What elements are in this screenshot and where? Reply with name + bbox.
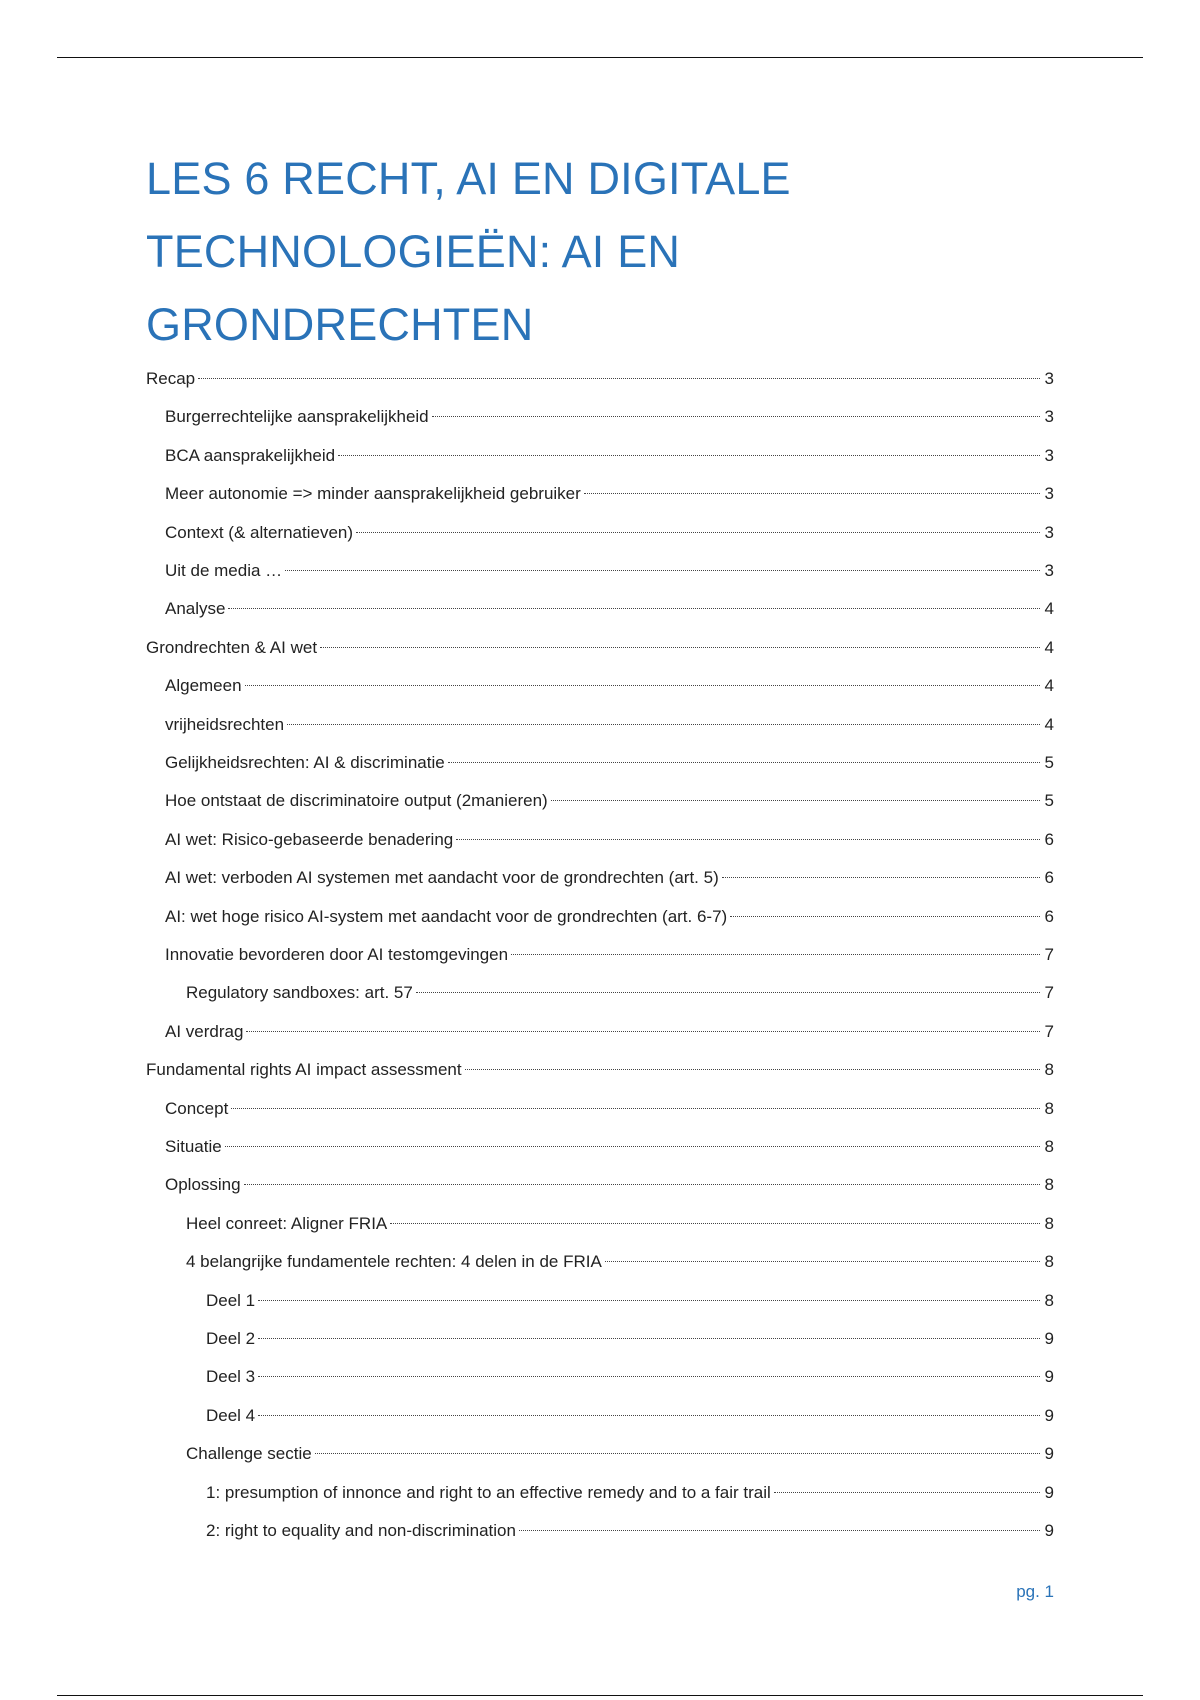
toc-entry-page: 7 (1044, 983, 1054, 1003)
toc-dot-leader (287, 724, 1040, 725)
toc-entry-page: 6 (1044, 868, 1054, 888)
toc-entry-page: 8 (1044, 1137, 1054, 1156)
toc-entry-page: 6 (1044, 906, 1054, 926)
toc-entry[interactable] (165, 482, 1054, 506)
toc-entry-label: Concept (165, 1098, 229, 1118)
toc-dot-leader (258, 1338, 1040, 1339)
toc-entry-label: Regulatory sandboxes: art. 57 (186, 983, 413, 1003)
toc-entry-page: 9 (1044, 1444, 1054, 1464)
toc-entry-label: Situatie (165, 1137, 222, 1156)
toc-entry-label: Fundamental rights AI impact assessment (146, 1060, 462, 1080)
toc-dot-leader (258, 1376, 1040, 1377)
toc-entry[interactable] (206, 1404, 1054, 1428)
toc-entry[interactable] (165, 1173, 1054, 1197)
toc-entry-page: 7 (1044, 1021, 1054, 1041)
toc-entry-page: 9 (1044, 1367, 1054, 1387)
toc-entry-page: 6 (1044, 829, 1054, 849)
toc-entry[interactable] (186, 1212, 1054, 1236)
toc-entry-label: AI wet: verboden AI systemen met aandacht voor de grondrechten (art. 5) (165, 868, 719, 888)
toc-entry[interactable] (186, 981, 1054, 1005)
toc-entry-label: Algemeen (165, 676, 242, 696)
toc-entry-page: 5 (1044, 791, 1054, 811)
page-number: pg. 1 (1016, 1582, 1054, 1601)
toc-entry[interactable] (206, 1327, 1054, 1351)
toc-entry-label: AI verdrag (165, 1021, 244, 1041)
toc-entry-page: 9 (1044, 1405, 1054, 1425)
toc-dot-leader (432, 416, 1040, 417)
toc-entry-label: Oplossing (165, 1175, 241, 1195)
toc-entry-page: 4 (1044, 599, 1054, 619)
toc-entry[interactable] (165, 405, 1054, 429)
toc-entry[interactable] (206, 1481, 1054, 1505)
toc-entry[interactable] (165, 828, 1054, 852)
toc-entry[interactable] (165, 1097, 1054, 1121)
toc-entry-label: Deel 3 (206, 1367, 256, 1387)
toc-entry-label: Innovatie bevorderen door AI testomgevingen (165, 945, 509, 964)
toc-entry-page: 8 (1044, 1098, 1054, 1118)
toc-dot-leader (416, 992, 1040, 993)
toc-dot-leader (356, 532, 1040, 533)
title-line-3: GRONDRECHTEN (146, 299, 534, 350)
toc-dot-leader (465, 1069, 1040, 1070)
toc-entry-label: vrijheidsrechten (165, 714, 285, 734)
toc-entry-label: 2: right to equality and non-discrimination (206, 1521, 516, 1540)
toc-entry[interactable] (165, 751, 1054, 775)
toc-dot-leader (231, 1108, 1040, 1109)
toc-entry-label: Uit de media … (165, 561, 283, 580)
toc-dot-leader (584, 493, 1040, 494)
toc-entry-label: Burgerrechtelijke aansprakelijkheid (165, 407, 429, 427)
toc-entry-page: 8 (1044, 1252, 1054, 1272)
toc-entry-label: Hoe ontstaat de discriminatoire output (2manieren) (165, 791, 548, 811)
toc-dot-leader (228, 608, 1040, 609)
toc-entry-page: 3 (1044, 484, 1054, 504)
toc-dot-leader (225, 1146, 1040, 1147)
toc-entry[interactable] (165, 559, 1054, 583)
toc-entry-page: 8 (1044, 1175, 1054, 1195)
toc-entry-page: 4 (1044, 676, 1054, 696)
toc-entry[interactable] (186, 1442, 1054, 1466)
toc-entry[interactable] (165, 866, 1054, 890)
toc-entry-page: 9 (1044, 1482, 1054, 1502)
toc-dot-leader (774, 1492, 1040, 1493)
toc-entry-page: 7 (1044, 945, 1054, 964)
toc-entry[interactable] (165, 1020, 1054, 1044)
title-line-2: TECHNOLOGIEËN: AI EN (146, 226, 681, 277)
header-rule (57, 57, 1143, 58)
toc-entry[interactable] (206, 1365, 1054, 1389)
toc-dot-leader (730, 916, 1040, 917)
toc-entry[interactable] (165, 1135, 1054, 1159)
toc-dot-leader (258, 1300, 1040, 1301)
toc-entry-page: 8 (1044, 1060, 1054, 1080)
toc-entry-page: 3 (1044, 407, 1054, 427)
toc-dot-leader (246, 1031, 1040, 1032)
footer-rule (57, 1695, 1143, 1696)
toc-entry-label: Deel 4 (206, 1405, 256, 1425)
toc-dot-leader (519, 1530, 1040, 1531)
toc-dot-leader (198, 378, 1040, 379)
toc-entry[interactable] (165, 713, 1054, 737)
toc-dot-leader (315, 1453, 1040, 1454)
toc-dot-leader (456, 839, 1040, 840)
toc-dot-leader (338, 455, 1040, 456)
toc-entry[interactable] (165, 444, 1054, 468)
toc-entry-page: 3 (1044, 445, 1054, 465)
toc-entry-page: 8 (1044, 1213, 1054, 1233)
toc-entry[interactable] (146, 367, 1054, 391)
toc-dot-leader (244, 1184, 1040, 1185)
toc-dot-leader (722, 877, 1040, 878)
toc-dot-leader (551, 800, 1040, 801)
toc-entry[interactable] (146, 636, 1054, 660)
toc-dot-leader (258, 1415, 1040, 1416)
toc-entry-label: Deel 2 (206, 1329, 256, 1348)
toc-entry[interactable] (165, 789, 1054, 813)
toc-entry-label: Analyse (165, 599, 226, 619)
toc-entry[interactable] (186, 1250, 1054, 1274)
toc-entry[interactable] (146, 1058, 1054, 1082)
toc-entry[interactable] (165, 521, 1054, 545)
toc-entry-label: BCA aansprakelijkheid (165, 445, 336, 465)
toc-entry-label: AI wet: Risico-gebaseerde benadering (165, 829, 454, 849)
toc-entry-label: Deel 1 (206, 1290, 256, 1310)
toc-entry-page: 5 (1044, 753, 1054, 772)
document-title (146, 142, 1046, 361)
toc-entry-label: Context (& alternatieven) (165, 522, 354, 542)
toc-entry-label: 4 belangrijke fundamentele rechten: 4 delen in de FRIA (186, 1252, 602, 1272)
toc-entry[interactable] (165, 943, 1054, 967)
toc-entry-page: 9 (1044, 1329, 1054, 1348)
toc-dot-leader (605, 1261, 1040, 1262)
toc-dot-leader (448, 762, 1040, 763)
toc-entry-page: 4 (1044, 637, 1054, 657)
toc-entry-label: AI: wet hoge risico AI-system met aandacht voor de grondrechten (art. 6-7) (165, 906, 728, 926)
toc-entry[interactable] (165, 597, 1054, 621)
toc-entry[interactable] (165, 905, 1054, 929)
toc-dot-leader (320, 647, 1040, 648)
toc-entry-page: 8 (1044, 1290, 1054, 1310)
toc-entry-page: 3 (1044, 369, 1054, 388)
toc-entry-label: Meer autonomie => minder aansprakelijkheid gebruiker (165, 484, 581, 504)
toc-entry[interactable] (165, 674, 1054, 698)
toc-entry-label: Gelijkheidsrechten: AI & discriminatie (165, 753, 445, 772)
toc-dot-leader (285, 570, 1040, 571)
toc-entry-label: Recap (146, 369, 196, 388)
toc-dot-leader (390, 1223, 1040, 1224)
toc-entry-label: Heel conreet: Aligner FRIA (186, 1213, 388, 1233)
toc-entry-label: Grondrechten & AI wet (146, 637, 318, 657)
toc-entry[interactable] (206, 1519, 1054, 1543)
toc-dot-leader (511, 954, 1040, 955)
toc-dot-leader (245, 685, 1040, 686)
toc-entry-page: 3 (1044, 522, 1054, 542)
toc-entry-label: Challenge sectie (186, 1444, 312, 1464)
toc-entry-page: 3 (1044, 561, 1054, 580)
toc-entry-label: 1: presumption of innonce and right to an effective remedy and to a fair trail (206, 1482, 771, 1502)
title-line-1: LES 6 RECHT, AI EN DIGITALE (146, 153, 791, 204)
toc-entry[interactable] (206, 1289, 1054, 1313)
toc-entry-page: 4 (1044, 714, 1054, 734)
toc-entry-page: 9 (1044, 1521, 1054, 1540)
